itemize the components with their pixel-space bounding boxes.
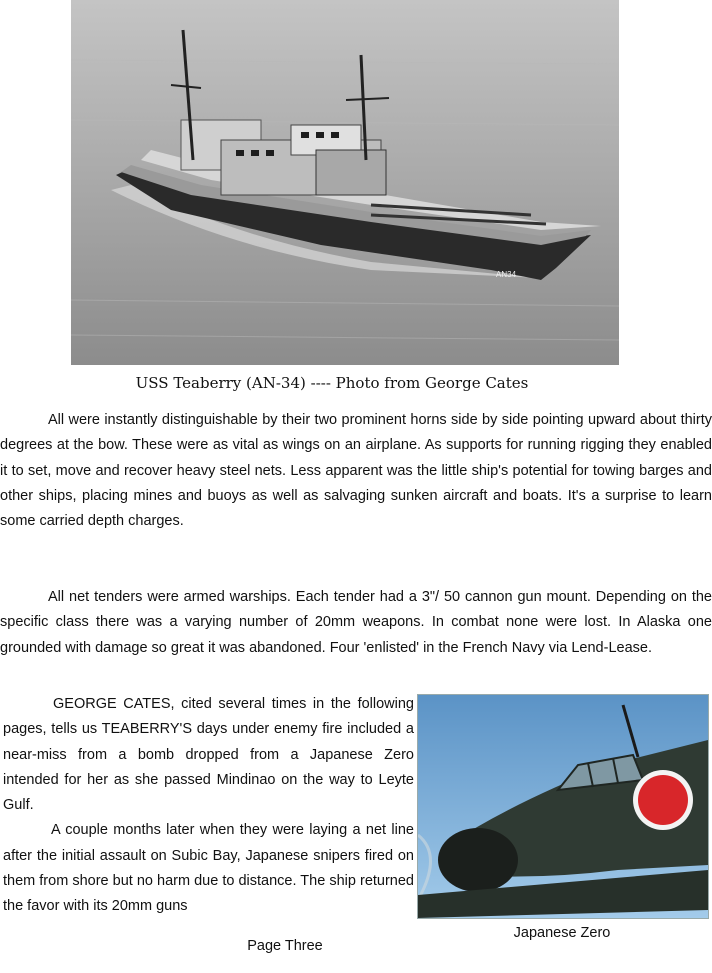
paragraph-horns: All were instantly distinguishable by their two prominent horns side by side pointing upward about thirty degrees at the bow. These were as vital as wings on an airplane. As supports for running rigging they enabled it to set, move and recover heavy steel nets. Less apparent was the little ship's potential for towing barges and other ships, placing mines and buoys as well as salvaging sunken aircraft and boats. It's a surprise to learn some carried depth charges. [0,412,712,530]
cates-text-column [3,692,414,920]
paragraph-cates: GEORGE CATES, cited several times in the following pages, tells us TEABERRY'S days under enemy fire included a near-miss from a bomb dropped from a Japanese Zero intended for her as she passed Mindinao on the way to Leyte Gulf. [3,696,414,814]
ship-illustration [71,0,619,365]
zero-photo-caption: Japanese Zero [513,925,611,941]
page-number: Page Three [247,938,323,954]
ship-photo [71,0,619,365]
hull-number: AN34 [496,270,517,279]
zero-illustration [418,695,708,918]
paragraph-armament: All net tenders were armed warships. Each tender had a 3"/ 50 cannon gun mount. Depending on the specific class there was a varying number of 20mm weapons. In combat none were lost. In Alaska one grounded with damage so great it was abandoned. Four 'enlisted' in the French Navy via Lend-Lease. [0,589,712,656]
paragraph-subic-bay: A couple months later when they were laying a net line after the initial assault on Subic Bay, Japanese snipers fired on them from shore but no harm due to distance. The ship returned the favor with its 20mm guns [3,822,414,915]
zero-photo [417,694,709,919]
ship-photo-caption: USS Teaberry (AN-34) ---- Photo from George Cates [135,374,529,392]
